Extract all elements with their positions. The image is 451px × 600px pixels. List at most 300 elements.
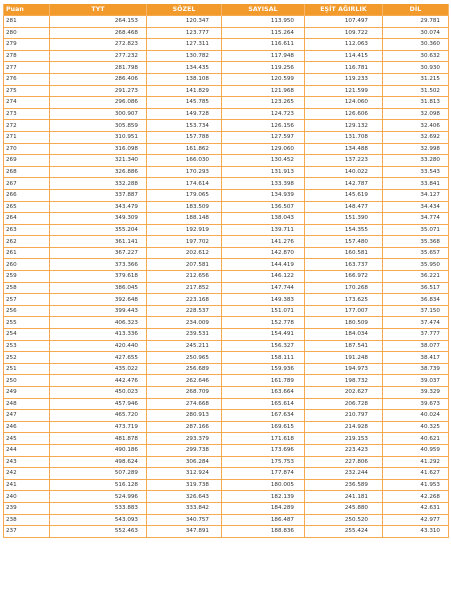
cell-esit-agirlik: 255.424 [305, 526, 383, 538]
cell-tyt: 524.996 [50, 491, 147, 503]
cell-sozel: 340.757 [147, 514, 222, 526]
cell-esit-agirlik: 121.599 [305, 85, 383, 97]
cell-puan: 248 [4, 398, 50, 410]
cell-esit-agirlik: 194.973 [305, 363, 383, 375]
cell-sozel: 183.509 [147, 201, 222, 213]
cell-esit-agirlik: 210.797 [305, 410, 383, 422]
cell-puan: 243 [4, 456, 50, 468]
cell-sayisal: 115.264 [222, 27, 305, 39]
cell-dil: 34.434 [383, 201, 449, 213]
cell-sozel: 145.785 [147, 97, 222, 109]
cell-puan: 256 [4, 305, 50, 317]
cell-dil: 35.950 [383, 259, 449, 271]
cell-esit-agirlik: 170.268 [305, 282, 383, 294]
table-row [4, 178, 449, 190]
cell-esit-agirlik: 206.728 [305, 398, 383, 410]
cell-puan: 278 [4, 50, 50, 62]
cell-sayisal: 127.597 [222, 131, 305, 143]
cell-esit-agirlik: 180.509 [305, 317, 383, 329]
cell-esit-agirlik: 114.415 [305, 50, 383, 62]
cell-tyt: 321.340 [50, 155, 147, 167]
cell-esit-agirlik: 232.244 [305, 468, 383, 480]
cell-sozel: 188.148 [147, 213, 222, 225]
cell-esit-agirlik: 241.181 [305, 491, 383, 503]
cell-sayisal: 138.043 [222, 213, 305, 225]
cell-tyt: 367.227 [50, 247, 147, 259]
cell-tyt: 442.476 [50, 375, 147, 387]
cell-puan: 241 [4, 479, 50, 491]
cell-dil: 32.406 [383, 120, 449, 132]
cell-tyt: 406.323 [50, 317, 147, 329]
table-row [4, 224, 449, 236]
cell-puan: 260 [4, 259, 50, 271]
cell-dil: 40.621 [383, 433, 449, 445]
cell-sozel: 207.581 [147, 259, 222, 271]
cell-sayisal: 188.836 [222, 526, 305, 538]
cell-esit-agirlik: 157.480 [305, 236, 383, 248]
cell-esit-agirlik: 187.541 [305, 340, 383, 352]
cell-sayisal: 154.491 [222, 329, 305, 341]
table-row [4, 120, 449, 132]
cell-sozel: 170.293 [147, 166, 222, 178]
cell-puan: 247 [4, 410, 50, 422]
cell-sozel: 141.829 [147, 85, 222, 97]
cell-sayisal: 159.936 [222, 363, 305, 375]
cell-tyt: 305.859 [50, 120, 147, 132]
cell-sayisal: 147.744 [222, 282, 305, 294]
cell-esit-agirlik: 177.007 [305, 305, 383, 317]
cell-dil: 39.673 [383, 398, 449, 410]
cell-dil: 30.360 [383, 39, 449, 51]
table-row [4, 340, 449, 352]
table-row [4, 50, 449, 62]
cell-sozel: 347.891 [147, 526, 222, 538]
cell-tyt: 533.883 [50, 502, 147, 514]
table-row [4, 433, 449, 445]
cell-sozel: 149.728 [147, 108, 222, 120]
cell-dil: 38.739 [383, 363, 449, 375]
cell-esit-agirlik: 214.928 [305, 421, 383, 433]
cell-puan: 245 [4, 433, 50, 445]
cell-esit-agirlik: 198.732 [305, 375, 383, 387]
cell-sayisal: 184.289 [222, 502, 305, 514]
cell-esit-agirlik: 145.619 [305, 189, 383, 201]
cell-sayisal: 180.005 [222, 479, 305, 491]
cell-sayisal: 123.265 [222, 97, 305, 109]
cell-sozel: 202.612 [147, 247, 222, 259]
cell-puan: 271 [4, 131, 50, 143]
cell-dil: 37.474 [383, 317, 449, 329]
cell-sayisal: 175.753 [222, 456, 305, 468]
cell-sayisal: 144.419 [222, 259, 305, 271]
cell-puan: 276 [4, 73, 50, 85]
cell-sayisal: 171.618 [222, 433, 305, 445]
cell-dil: 30.074 [383, 27, 449, 39]
cell-sayisal: 141.276 [222, 236, 305, 248]
table-row [4, 305, 449, 317]
cell-sozel: 274.668 [147, 398, 222, 410]
cell-tyt: 498.624 [50, 456, 147, 468]
table-row [4, 16, 449, 28]
cell-dil: 41.292 [383, 456, 449, 468]
table-row [4, 27, 449, 39]
cell-tyt: 552.463 [50, 526, 147, 538]
cell-sozel: 127.311 [147, 39, 222, 51]
table-row [4, 97, 449, 109]
cell-puan: 269 [4, 155, 50, 167]
cell-dil: 32.098 [383, 108, 449, 120]
cell-tyt: 386.045 [50, 282, 147, 294]
cell-sayisal: 158.111 [222, 352, 305, 364]
cell-dil: 37.777 [383, 329, 449, 341]
cell-tyt: 286.406 [50, 73, 147, 85]
cell-sayisal: 146.122 [222, 271, 305, 283]
cell-tyt: 316.098 [50, 143, 147, 155]
cell-dil: 32.692 [383, 131, 449, 143]
cell-tyt: 465.720 [50, 410, 147, 422]
cell-sozel: 161.862 [147, 143, 222, 155]
cell-puan: 270 [4, 143, 50, 155]
cell-tyt: 296.086 [50, 97, 147, 109]
cell-tyt: 516.128 [50, 479, 147, 491]
cell-sayisal: 130.452 [222, 155, 305, 167]
header-sozel: SÖZEL [147, 4, 222, 16]
cell-esit-agirlik: 140.022 [305, 166, 383, 178]
header-esit-agirlik: EŞİT AĞIRLIK [305, 4, 383, 16]
cell-sayisal: 182.139 [222, 491, 305, 503]
cell-esit-agirlik: 245.880 [305, 502, 383, 514]
cell-sayisal: 124.723 [222, 108, 305, 120]
cell-esit-agirlik: 112.063 [305, 39, 383, 51]
cell-puan: 264 [4, 213, 50, 225]
cell-sozel: 120.347 [147, 16, 222, 28]
cell-esit-agirlik: 109.722 [305, 27, 383, 39]
cell-tyt: 413.336 [50, 329, 147, 341]
cell-sayisal: 119.256 [222, 62, 305, 74]
table-row [4, 143, 449, 155]
cell-puan: 255 [4, 317, 50, 329]
table-row [4, 329, 449, 341]
cell-sozel: 138.108 [147, 73, 222, 85]
table-row [4, 131, 449, 143]
cell-tyt: 435.022 [50, 363, 147, 375]
cell-sozel: 280.913 [147, 410, 222, 422]
cell-puan: 280 [4, 27, 50, 39]
header-sayisal: SAYISAL [222, 4, 305, 16]
cell-esit-agirlik: 160.581 [305, 247, 383, 259]
cell-tyt: 349.309 [50, 213, 147, 225]
cell-tyt: 490.186 [50, 444, 147, 456]
cell-tyt: 399.443 [50, 305, 147, 317]
cell-puan: 261 [4, 247, 50, 259]
cell-dil: 35.657 [383, 247, 449, 259]
table-row [4, 317, 449, 329]
cell-esit-agirlik: 219.153 [305, 433, 383, 445]
cell-sozel: 174.614 [147, 178, 222, 190]
cell-tyt: 420.440 [50, 340, 147, 352]
cell-tyt: 300.907 [50, 108, 147, 120]
cell-tyt: 361.141 [50, 236, 147, 248]
cell-dil: 30.632 [383, 50, 449, 62]
table-row [4, 271, 449, 283]
table-row [4, 259, 449, 271]
header-puan: Puan [4, 4, 50, 16]
table-row [4, 213, 449, 225]
cell-sayisal: 177.874 [222, 468, 305, 480]
table-row [4, 410, 449, 422]
table-row [4, 73, 449, 85]
cell-tyt: 473.719 [50, 421, 147, 433]
table-row [4, 444, 449, 456]
table-row [4, 363, 449, 375]
table-row [4, 491, 449, 503]
cell-puan: 273 [4, 108, 50, 120]
table-row [4, 85, 449, 97]
table-row [4, 387, 449, 399]
cell-esit-agirlik: 116.781 [305, 62, 383, 74]
cell-esit-agirlik: 126.606 [305, 108, 383, 120]
cell-esit-agirlik: 173.625 [305, 294, 383, 306]
cell-esit-agirlik: 191.248 [305, 352, 383, 364]
cell-sayisal: 126.156 [222, 120, 305, 132]
table-row [4, 514, 449, 526]
cell-dil: 36.517 [383, 282, 449, 294]
table-row [4, 155, 449, 167]
cell-sozel: 312.924 [147, 468, 222, 480]
cell-sozel: 287.166 [147, 421, 222, 433]
cell-sozel: 299.738 [147, 444, 222, 456]
cell-sayisal: 142.870 [222, 247, 305, 259]
cell-puan: 242 [4, 468, 50, 480]
cell-dil: 31.813 [383, 97, 449, 109]
cell-sozel: 197.702 [147, 236, 222, 248]
cell-dil: 30.930 [383, 62, 449, 74]
cell-puan: 272 [4, 120, 50, 132]
cell-dil: 38.077 [383, 340, 449, 352]
cell-esit-agirlik: 107.497 [305, 16, 383, 28]
cell-puan: 258 [4, 282, 50, 294]
cell-esit-agirlik: 137.223 [305, 155, 383, 167]
table-row [4, 456, 449, 468]
cell-tyt: 427.655 [50, 352, 147, 364]
score-ranking-table [3, 4, 449, 538]
cell-tyt: 373.366 [50, 259, 147, 271]
cell-dil: 32.998 [383, 143, 449, 155]
cell-sayisal: 161.789 [222, 375, 305, 387]
cell-esit-agirlik: 166.972 [305, 271, 383, 283]
cell-esit-agirlik: 119.233 [305, 73, 383, 85]
cell-dil: 36.834 [383, 294, 449, 306]
cell-tyt: 310.951 [50, 131, 147, 143]
table-row [4, 189, 449, 201]
table-row [4, 294, 449, 306]
cell-tyt: 291.273 [50, 85, 147, 97]
cell-esit-agirlik: 202.627 [305, 387, 383, 399]
cell-esit-agirlik: 184.034 [305, 329, 383, 341]
cell-puan: 238 [4, 514, 50, 526]
cell-puan: 237 [4, 526, 50, 538]
cell-puan: 281 [4, 16, 50, 28]
table-row [4, 247, 449, 259]
cell-dil: 42.268 [383, 491, 449, 503]
cell-dil: 36.221 [383, 271, 449, 283]
cell-sozel: 239.531 [147, 329, 222, 341]
cell-puan: 239 [4, 502, 50, 514]
cell-esit-agirlik: 151.390 [305, 213, 383, 225]
cell-tyt: 355.204 [50, 224, 147, 236]
cell-sozel: 306.284 [147, 456, 222, 468]
cell-esit-agirlik: 236.589 [305, 479, 383, 491]
cell-puan: 246 [4, 421, 50, 433]
table-row [4, 166, 449, 178]
table-row [4, 236, 449, 248]
cell-sozel: 134.435 [147, 62, 222, 74]
cell-dil: 41.627 [383, 468, 449, 480]
cell-tyt: 379.618 [50, 271, 147, 283]
cell-dil: 34.774 [383, 213, 449, 225]
cell-sozel: 326.643 [147, 491, 222, 503]
cell-puan: 253 [4, 340, 50, 352]
cell-puan: 244 [4, 444, 50, 456]
cell-tyt: 326.886 [50, 166, 147, 178]
cell-tyt: 457.946 [50, 398, 147, 410]
cell-puan: 254 [4, 329, 50, 341]
cell-dil: 29.781 [383, 16, 449, 28]
table-row [4, 282, 449, 294]
cell-dil: 40.325 [383, 421, 449, 433]
cell-tyt: 450.023 [50, 387, 147, 399]
cell-puan: 268 [4, 166, 50, 178]
cell-esit-agirlik: 250.520 [305, 514, 383, 526]
cell-puan: 266 [4, 189, 50, 201]
cell-sayisal: 131.913 [222, 166, 305, 178]
cell-dil: 35.071 [383, 224, 449, 236]
cell-tyt: 481.878 [50, 433, 147, 445]
table-row [4, 375, 449, 387]
cell-sayisal: 134.939 [222, 189, 305, 201]
cell-esit-agirlik: 223.423 [305, 444, 383, 456]
header-tyt: TYT [50, 4, 147, 16]
cell-esit-agirlik: 148.477 [305, 201, 383, 213]
cell-puan: 277 [4, 62, 50, 74]
cell-esit-agirlik: 154.355 [305, 224, 383, 236]
cell-sozel: 223.168 [147, 294, 222, 306]
cell-puan: 257 [4, 294, 50, 306]
cell-sozel: 166.030 [147, 155, 222, 167]
cell-puan: 251 [4, 363, 50, 375]
cell-puan: 262 [4, 236, 50, 248]
cell-tyt: 543.093 [50, 514, 147, 526]
cell-sozel: 293.379 [147, 433, 222, 445]
cell-sozel: 262.646 [147, 375, 222, 387]
table-row [4, 502, 449, 514]
cell-sozel: 333.842 [147, 502, 222, 514]
table-row [4, 62, 449, 74]
cell-puan: 240 [4, 491, 50, 503]
cell-tyt: 281.798 [50, 62, 147, 74]
table-row [4, 526, 449, 538]
cell-tyt: 264.153 [50, 16, 147, 28]
cell-dil: 33.543 [383, 166, 449, 178]
cell-esit-agirlik: 163.737 [305, 259, 383, 271]
cell-dil: 35.368 [383, 236, 449, 248]
cell-puan: 263 [4, 224, 50, 236]
cell-esit-agirlik: 129.132 [305, 120, 383, 132]
cell-puan: 249 [4, 387, 50, 399]
cell-sayisal: 167.634 [222, 410, 305, 422]
cell-dil: 38.417 [383, 352, 449, 364]
cell-esit-agirlik: 227.806 [305, 456, 383, 468]
cell-esit-agirlik: 142.787 [305, 178, 383, 190]
cell-sayisal: 152.778 [222, 317, 305, 329]
cell-sozel: 217.852 [147, 282, 222, 294]
cell-dil: 31.215 [383, 73, 449, 85]
cell-dil: 33.841 [383, 178, 449, 190]
table-row [4, 398, 449, 410]
cell-dil: 43.310 [383, 526, 449, 538]
cell-dil: 31.502 [383, 85, 449, 97]
cell-sozel: 179.065 [147, 189, 222, 201]
cell-sozel: 256.689 [147, 363, 222, 375]
cell-dil: 41.953 [383, 479, 449, 491]
cell-dil: 39.037 [383, 375, 449, 387]
cell-sozel: 123.777 [147, 27, 222, 39]
cell-sayisal: 121.968 [222, 85, 305, 97]
cell-sayisal: 136.507 [222, 201, 305, 213]
cell-sayisal: 149.383 [222, 294, 305, 306]
cell-sayisal: 151.071 [222, 305, 305, 317]
table-body [4, 16, 449, 538]
cell-sozel: 157.788 [147, 131, 222, 143]
cell-sayisal: 117.948 [222, 50, 305, 62]
cell-puan: 250 [4, 375, 50, 387]
cell-esit-agirlik: 134.488 [305, 143, 383, 155]
cell-sayisal: 173.696 [222, 444, 305, 456]
cell-dil: 34.127 [383, 189, 449, 201]
table-row [4, 421, 449, 433]
cell-puan: 267 [4, 178, 50, 190]
table-row [4, 352, 449, 364]
cell-sayisal: 163.664 [222, 387, 305, 399]
cell-dil: 40.959 [383, 444, 449, 456]
cell-sayisal: 129.060 [222, 143, 305, 155]
cell-sayisal: 156.327 [222, 340, 305, 352]
table-row [4, 479, 449, 491]
cell-puan: 259 [4, 271, 50, 283]
cell-sozel: 212.656 [147, 271, 222, 283]
cell-puan: 252 [4, 352, 50, 364]
table-header-row [4, 4, 449, 16]
cell-sayisal: 113.950 [222, 16, 305, 28]
cell-sozel: 268.709 [147, 387, 222, 399]
cell-dil: 37.150 [383, 305, 449, 317]
cell-dil: 40.024 [383, 410, 449, 422]
cell-dil: 39.329 [383, 387, 449, 399]
cell-sayisal: 139.711 [222, 224, 305, 236]
cell-dil: 42.977 [383, 514, 449, 526]
cell-sozel: 130.782 [147, 50, 222, 62]
cell-tyt: 392.648 [50, 294, 147, 306]
cell-esit-agirlik: 124.060 [305, 97, 383, 109]
cell-esit-agirlik: 131.708 [305, 131, 383, 143]
cell-sayisal: 133.398 [222, 178, 305, 190]
cell-sozel: 228.537 [147, 305, 222, 317]
cell-tyt: 332.288 [50, 178, 147, 190]
cell-dil: 33.280 [383, 155, 449, 167]
cell-sayisal: 165.614 [222, 398, 305, 410]
cell-tyt: 343.479 [50, 201, 147, 213]
cell-sozel: 153.734 [147, 120, 222, 132]
